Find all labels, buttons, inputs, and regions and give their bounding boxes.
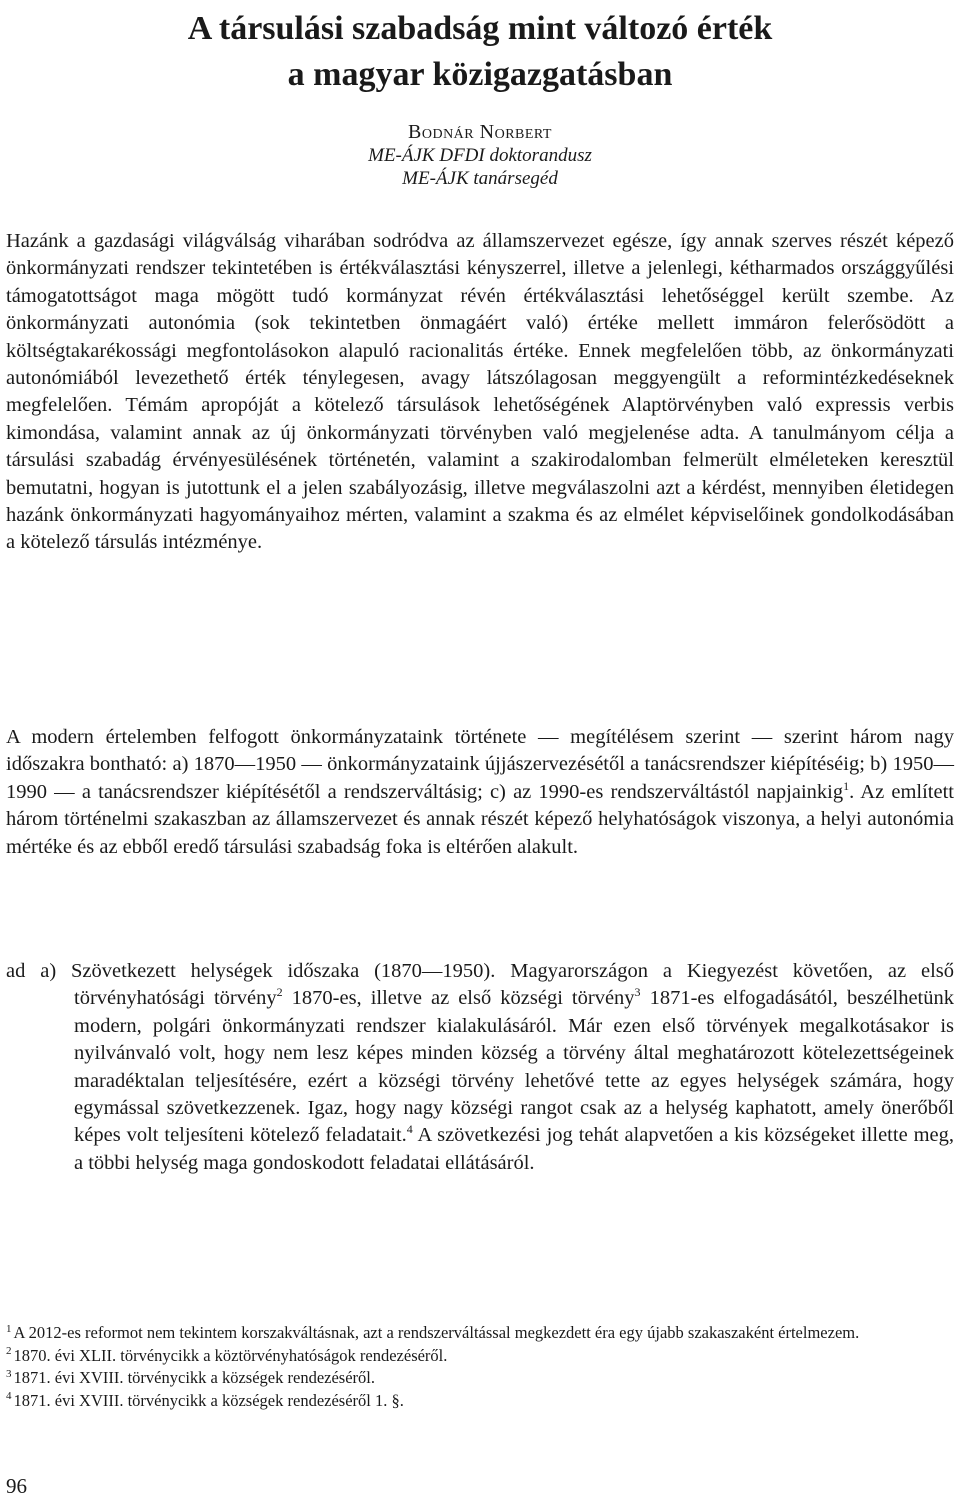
- byline: [0, 120, 960, 190]
- paragraph-3-text-a: Szövetkezett helységek időszaka (1870—1950). Magyarországon a Kiegyezést követően, az első törvényhatósági törvény: [71, 960, 954, 1010]
- footnote-1: $^1$ A 2012-es reformot nem tekintem korszakváltásnak, azt a rendszerváltással megkezdett éra egy újabb szakaszaként értelmezem.: [6, 1322, 860, 1342]
- paragraph-2: [6, 724, 954, 861]
- paragraph-2-text-a: A modern értelemben felfogott önkormányzataink története — megítélésem szerint — szerint három nagy időszakra bontható: a) 1870—1950 — önkormányzataink újjászervezésétől a tanácsrendszer kiépítéséig; b) 1950—1990 — a tanácsrendszer kiépítésétől a rendszerváltásig; c) az 1990-es rendszerváltástól napjainkig: [6, 726, 954, 803]
- paragraph-3-label: ad a): [6, 960, 57, 982]
- author-role-2: ME-ÁJK tanársegéd: [402, 168, 558, 189]
- footnote-ref-4: 4: [406, 1122, 413, 1137]
- paragraph-1: Hazánk a gazdasági világválság viharában sodródva az államszervezet egésze, így annak szerves részét képező önkormányzati rendszer tekintetében is értékválasztási kényszerrel, illetve a jelenlegi, kétharmados országgyűlési támogatottságot maga mögött tudó kormányzat révén értékválasztási lehetőséggel került szembe. Az önkormányzati autonómia (sok tekintetben önmagáért való) értéke mellett immáron felerősödött a költségtakarékossági megfontolásokon alapuló racionalitás értéke. Ennek megfelelően több, az önkormányzati autonómiából levezethető érték ténylegesen, avagy látszólagosan meggyengült a reformintézkedéseknek megfelelően. Témám apropóját a kötelező társulások lehetőségének Alaptörvényben való expressis verbis kimondása, valamint annak az új önkormányzati törvényben való megjelenése adta. A tanulmányom célja a társulási szabadág érvényesülésének történetén, valamint a szakirodalomban felmerült elméleteken keresztül bemutatni, hogyan is jutottunk el a jelen szabályozásig, illetve megválaszolni azt a kérdést, mennyiben életidegen hazánk önkormányzati hagyományaihoz mérten, valamint a szakma és az elmélet képviselőinek gondolkodásában a kötelező társulás intézménye.: [6, 230, 954, 554]
- footnote-3: $^3$ 1871. évi XVIII. törvénycikk a községek rendezéséről.: [6, 1367, 375, 1387]
- author-name: Bodnár Norbert: [408, 121, 552, 143]
- footnote-ref-3: 3: [634, 985, 641, 1000]
- title-line-1: A társulási szabadság mint változó érték: [187, 10, 773, 47]
- footnote-ref-1: 1: [843, 778, 850, 793]
- page-number: 96: [6, 1474, 27, 1498]
- footnote-2: $^2$ 1870. évi XLII. törvénycikk a köztörvényhatóságok rendezéséről.: [6, 1345, 448, 1365]
- paragraph-3-text-c: 1871-es elfogadásától, beszélhetünk modern, polgári önkormányzati rendszer kialakulásáról. Már ezen első törvények megalkotásakor is nyilvánvaló volt, hogy nem lesz képes minden község a törvény által meghatározott kötelezettségeinek maradéktalan teljesítésére, ezért a községi törvény lehetővé tette az egyes helységek számára, hogy egymással szövetkezzenek. Igaz, hogy nagy községi rangot csak az a helység kaphatott, amely önerőből képes volt teljesíteni kötelező feladatait.: [74, 987, 954, 1147]
- paragraph-3-text-d: A szövetkezési jog tehát alapvetően a kis községeket illette meg, a többi helység maga gondoskodott feladatai ellátásáról.: [74, 1124, 954, 1174]
- paragraph-3: [6, 958, 954, 1177]
- paragraph-3-text-b: 1870-es, illetve az első községi törvény: [282, 987, 635, 1010]
- title-line-2: a magyar közigazgatásban: [287, 56, 673, 93]
- paragraph-2-text-b: . Az említett három történelmi szakaszban az államszervezet és annak részét képező helyhatóságok viszonya, a helyi autonómia mértéke és az ebből eredő társulási szabadság foka is eltérően alakult.: [6, 780, 954, 858]
- footnotes: [6, 1322, 954, 1412]
- footnote-4: $^4$ 1871. évi XVIII. törvénycikk a községek rendezéséről 1. §.: [6, 1390, 404, 1410]
- author-role-1: ME-ÁJK DFDI doktorandusz: [368, 145, 592, 166]
- footnote-ref-2: 2: [276, 985, 283, 1000]
- article-title: [0, 6, 960, 98]
